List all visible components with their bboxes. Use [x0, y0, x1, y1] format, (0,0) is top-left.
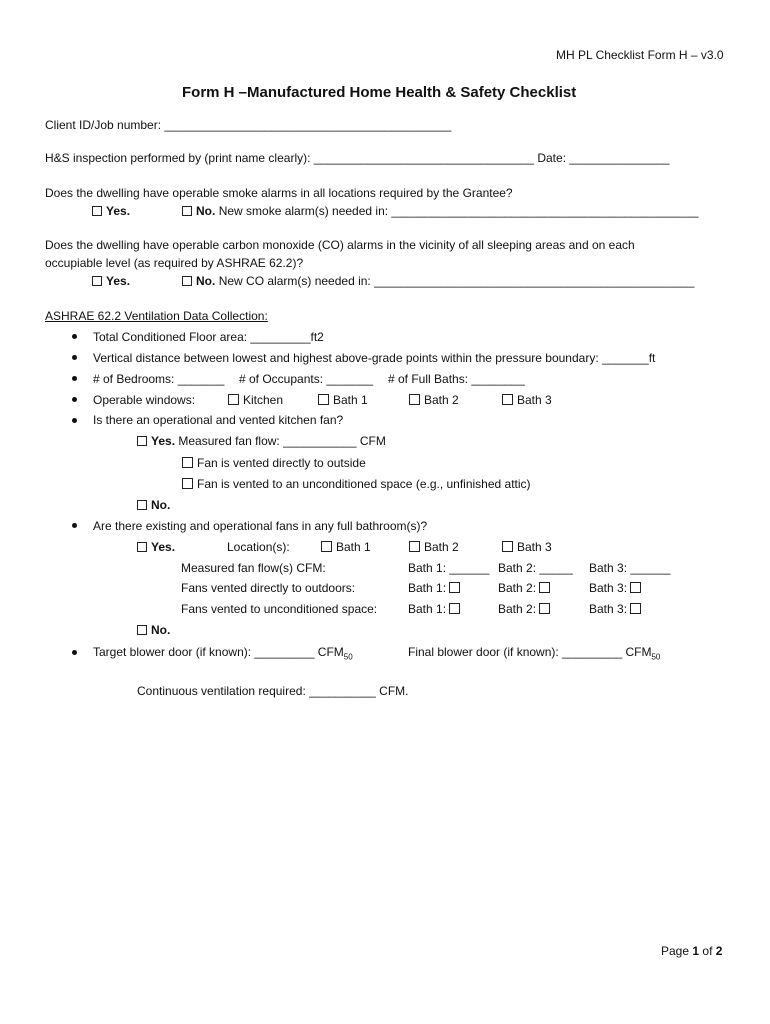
smoke-no-option[interactable]	[182, 204, 698, 218]
co-alarm-question-line2: occupiable level (as required by ASHRAE 62.2)?	[45, 256, 304, 270]
bullet-icon	[72, 376, 77, 381]
co-no-checkbox[interactable]	[182, 276, 192, 286]
kitchen-yes-option[interactable]	[137, 434, 386, 448]
inspection-name-date-field[interactable]: H&S inspection performed by (print name clearly): _________________________________ Date: _______________	[45, 151, 670, 165]
window-bath1-checkbox[interactable]	[318, 394, 329, 405]
window-bath3-label: Bath 3	[517, 393, 552, 407]
window-bath2-option[interactable]	[409, 393, 459, 407]
kitchen-no-checkbox[interactable]	[137, 500, 147, 510]
ashrae-heading: ASHRAE 62.2 Ventilation Data Collection:	[45, 309, 268, 323]
bullet-icon	[72, 397, 77, 402]
kitchen-vent-outside-option[interactable]	[182, 456, 366, 470]
kitchen-fan-question: Is there an operational and vented kitchen fan?	[93, 413, 344, 427]
kitchen-vent-outside-label: Fan is vented directly to outside	[197, 456, 366, 470]
occupants-field[interactable]: # of Occupants: _______	[239, 372, 374, 386]
bath-location-2-option[interactable]	[409, 540, 459, 554]
bath1-outdoors-option[interactable]	[408, 581, 464, 595]
bath2-outdoors-checkbox[interactable]	[539, 582, 550, 593]
bath-no-checkbox[interactable]	[137, 625, 147, 635]
page-total: 2	[715, 944, 723, 958]
page-number	[661, 944, 722, 958]
co-yes-checkbox[interactable]	[92, 276, 102, 286]
bath-yes-label: Yes.	[151, 540, 176, 554]
kitchen-vent-unconditioned-option[interactable]	[182, 477, 531, 491]
bath2-unconditioned-option[interactable]	[498, 602, 554, 616]
bath-fan-question: Are there existing and operational fans in any full bathroom(s)?	[93, 519, 428, 533]
bath-no-option[interactable]	[137, 623, 170, 637]
page-prefix: Page	[661, 944, 690, 958]
window-kitchen-checkbox[interactable]	[228, 394, 239, 405]
bath-location-3-option[interactable]	[502, 540, 552, 554]
smoke-yes-option[interactable]	[92, 204, 130, 218]
smoke-no-checkbox[interactable]	[182, 206, 192, 216]
window-bath2-label: Bath 2	[424, 393, 459, 407]
bath3-flow-field[interactable]: Bath 3: ______	[589, 561, 671, 575]
co-yes-option[interactable]	[92, 274, 130, 288]
bath1-unconditioned-label: Bath 1:	[408, 602, 447, 616]
bath-location-1-checkbox[interactable]	[321, 541, 332, 552]
bath2-flow-field[interactable]: Bath 2: _____	[498, 561, 573, 575]
smoke-yes-checkbox[interactable]	[92, 206, 102, 216]
smoke-alarm-question: Does the dwelling have operable smoke alarms in all locations required by the Grantee?	[45, 186, 513, 200]
final-blower-door-field[interactable]	[408, 645, 660, 664]
bath3-outdoors-label: Bath 3:	[589, 581, 628, 595]
bath-location-3-label: Bath 3	[517, 540, 552, 554]
window-kitchen-label: Kitchen	[243, 393, 284, 407]
bath-no-label: No.	[151, 623, 171, 637]
window-bath1-option[interactable]	[318, 393, 368, 407]
full-baths-field[interactable]: # of Full Baths: ________	[388, 372, 525, 386]
co-no-detail[interactable]: New CO alarm(s) needed in: ________________________________________________	[218, 274, 695, 288]
bath1-unconditioned-checkbox[interactable]	[449, 603, 460, 614]
smoke-yes-label: Yes.	[106, 204, 131, 218]
kitchen-flow-field[interactable]: Measured fan flow: ___________ CFM	[178, 434, 386, 448]
bath-location-2-label: Bath 2	[424, 540, 459, 554]
target-blower-door-text: Target blower door (if known): _________ CFM	[93, 645, 344, 659]
co-no-label: No.	[196, 274, 216, 288]
bath2-unconditioned-label: Bath 2:	[498, 602, 537, 616]
co-alarm-question-line1: Does the dwelling have operable carbon monoxide (CO) alarms in the vicinity of all sleeping areas and on each	[45, 238, 635, 252]
bullet-icon	[72, 523, 77, 528]
bullet-icon	[72, 650, 77, 655]
bath3-outdoors-checkbox[interactable]	[630, 582, 641, 593]
target-blower-subscript: 50	[343, 652, 353, 662]
kitchen-vent-outside-checkbox[interactable]	[182, 457, 193, 468]
kitchen-yes-label: Yes.	[151, 434, 176, 448]
operable-windows-label: Operable windows:	[93, 393, 196, 407]
kitchen-vent-unconditioned-label: Fan is vented to an unconditioned space (e.g., unfinished attic)	[197, 477, 531, 491]
bath-location-1-option[interactable]	[321, 540, 371, 554]
bath-unconditioned-label: Fans vented to unconditioned space:	[181, 602, 378, 616]
window-kitchen-option[interactable]	[228, 393, 283, 407]
final-blower-subscript: 50	[651, 652, 661, 662]
continuous-ventilation-field[interactable]: Continuous ventilation required: __________ CFM.	[137, 684, 409, 698]
bath1-unconditioned-option[interactable]	[408, 602, 464, 616]
bath-location-label: Location(s):	[227, 540, 290, 554]
smoke-no-label: No.	[196, 204, 216, 218]
bullet-icon	[72, 418, 77, 423]
bath1-outdoors-label: Bath 1:	[408, 581, 447, 595]
bullet-icon	[72, 355, 77, 360]
co-yes-label: Yes.	[106, 274, 131, 288]
form-version-header: MH PL Checklist Form H – v3.0	[556, 48, 724, 62]
kitchen-yes-checkbox[interactable]	[137, 436, 147, 446]
page-title: Form H –Manufactured Home Health & Safety Checklist	[182, 84, 577, 101]
bath-location-1-label: Bath 1	[336, 540, 371, 554]
bath-location-3-checkbox[interactable]	[502, 541, 513, 552]
window-bath1-label: Bath 1	[333, 393, 368, 407]
kitchen-vent-unconditioned-checkbox[interactable]	[182, 478, 193, 489]
bath1-outdoors-checkbox[interactable]	[449, 582, 460, 593]
window-bath3-option[interactable]	[502, 393, 552, 407]
page-of: of	[702, 944, 713, 958]
bath-location-2-checkbox[interactable]	[409, 541, 420, 552]
kitchen-no-option[interactable]	[137, 498, 170, 512]
bath3-unconditioned-option[interactable]	[589, 602, 645, 616]
bath2-outdoors-label: Bath 2:	[498, 581, 537, 595]
bath-yes-option[interactable]	[137, 540, 175, 554]
bath3-unconditioned-checkbox[interactable]	[630, 603, 641, 614]
bath-flow-label: Measured fan flow(s) CFM:	[181, 561, 326, 575]
co-no-option[interactable]	[182, 274, 694, 288]
page-current: 1	[692, 944, 700, 958]
client-id-field[interactable]: Client ID/Job number: ___________________________________________	[45, 118, 452, 132]
bath3-outdoors-option[interactable]	[589, 581, 645, 595]
target-blower-door-field[interactable]	[93, 645, 353, 664]
bedrooms-field[interactable]: # of Bedrooms: _______	[93, 372, 225, 386]
bath2-outdoors-option[interactable]	[498, 581, 554, 595]
kitchen-no-label: No.	[151, 498, 171, 512]
bath-outdoors-label: Fans vented directly to outdoors:	[181, 581, 356, 595]
bath3-unconditioned-label: Bath 3:	[589, 602, 628, 616]
floor-area-field[interactable]: Total Conditioned Floor area: _________ft2	[93, 330, 324, 344]
bath-yes-checkbox[interactable]	[137, 542, 147, 552]
bullet-icon	[72, 334, 77, 339]
window-bath2-checkbox[interactable]	[409, 394, 420, 405]
vertical-distance-field[interactable]: Vertical distance between lowest and highest above-grade points within the pressure boundary: _______ft	[93, 351, 656, 365]
bath1-flow-field[interactable]: Bath 1: ______	[408, 561, 490, 575]
window-bath3-checkbox[interactable]	[502, 394, 513, 405]
smoke-no-detail[interactable]: New smoke alarm(s) needed in: ______________________________________________	[218, 204, 699, 218]
bath2-unconditioned-checkbox[interactable]	[539, 603, 550, 614]
final-blower-door-text: Final blower door (if known): _________ CFM	[408, 645, 652, 659]
